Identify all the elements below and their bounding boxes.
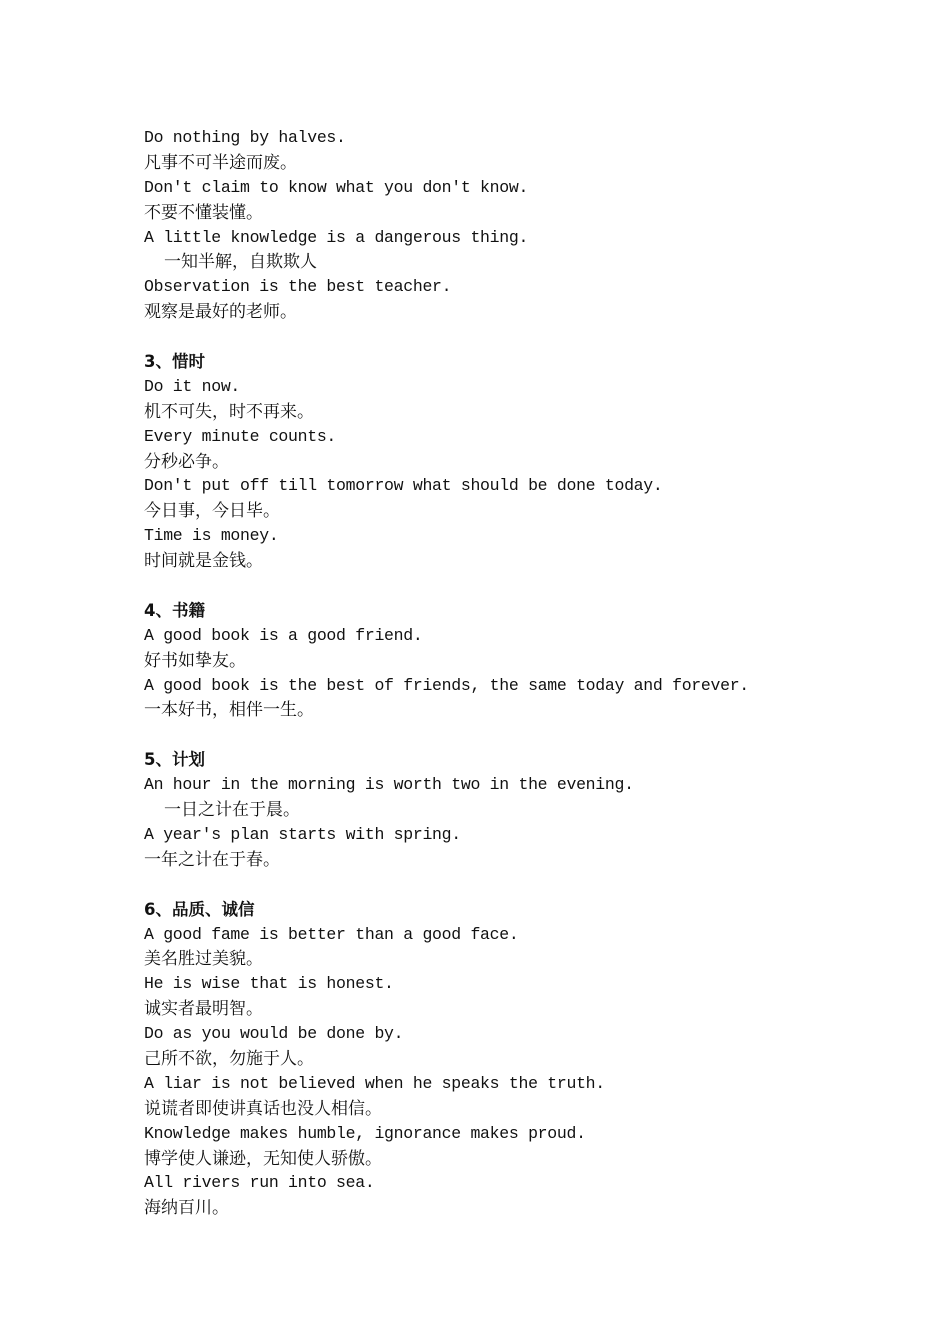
proverb-english: A good fame is better than a good face. [144,924,519,944]
proverb-english: Do nothing by halves. [144,128,346,147]
proverb-chinese: 好书如挚友。 [144,650,246,671]
proverb-english: Do it now. [144,376,241,396]
section-heading: 6、品质、诚信 [144,899,255,919]
proverb-english: He is wise that is honest. [144,974,394,994]
proverb-english: Do as you would be done by. [144,1024,404,1044]
proverb-chinese: 一本好书，相伴一生。 [144,700,314,721]
proverb-english: Don't put off till tomorrow what should be done today. [144,476,663,496]
document-page [144,126,844,1221]
proverb-english: A year's plan starts with spring. [144,824,461,844]
proverb-chinese: 一知半解，自欺欺人 [164,252,317,273]
proverb-english: An hour in the morning is worth two in the evening. [144,775,634,795]
proverb-chinese: 己所不欲，勿施于人。 [144,1048,314,1069]
proverb-english: All rivers run into sea. [144,1173,375,1193]
proverb-chinese: 时间就是金钱。 [144,551,263,572]
section-time [144,350,844,574]
proverb-chinese: 博学使人谦逊，无知使人骄傲。 [144,1148,382,1169]
section-spacer [144,723,844,748]
proverb-english: Every minute counts. [144,426,337,446]
proverb-english: Observation is the best teacher. [144,277,452,297]
proverb-english: Don't claim to know what you don't know. [144,177,529,197]
section-heading: 3、惜时 [144,352,205,372]
proverb-chinese: 一年之计在于春。 [144,849,280,870]
section-heading: 5、计划 [144,750,205,770]
proverb-chinese: 说谎者即使讲真话也没人相信。 [144,1098,382,1119]
proverb-chinese: 美名胜过美貌。 [144,949,263,970]
proverb-chinese: 观察是最好的老师。 [144,302,297,323]
proverb-english: A good book is a good friend. [144,625,423,645]
proverb-english: A liar is not believed when he speaks the truth. [144,1073,605,1093]
proverb-chinese: 凡事不可半途而废。 [144,152,297,173]
proverb-chinese: 诚实者最明智。 [144,999,263,1020]
section-spacer [144,873,844,898]
section-books [144,599,844,723]
proverb-english: Time is money. [144,526,279,546]
proverb-chinese: 机不可失，时不再来。 [144,401,314,422]
intro-proverbs [144,126,844,325]
proverb-chinese: 海纳百川。 [144,1198,229,1219]
proverb-english: A little knowledge is a dangerous thing. [144,227,529,247]
proverb-english: Knowledge makes humble, ignorance makes proud. [144,1123,586,1143]
section-planning [144,748,844,872]
proverb-chinese: 一日之计在于晨。 [164,800,300,821]
section-heading: 4、书籍 [144,600,205,620]
proverb-chinese: 不要不懂装懂。 [144,202,263,223]
section-spacer [144,574,844,599]
proverb-english: A good book is the best of friends, the same today and forever. [144,675,749,695]
proverb-chinese: 分秒必争。 [144,451,229,472]
section-character-honesty [144,898,844,1222]
proverb-chinese: 今日事，今日毕。 [144,501,280,522]
section-spacer [144,325,844,350]
